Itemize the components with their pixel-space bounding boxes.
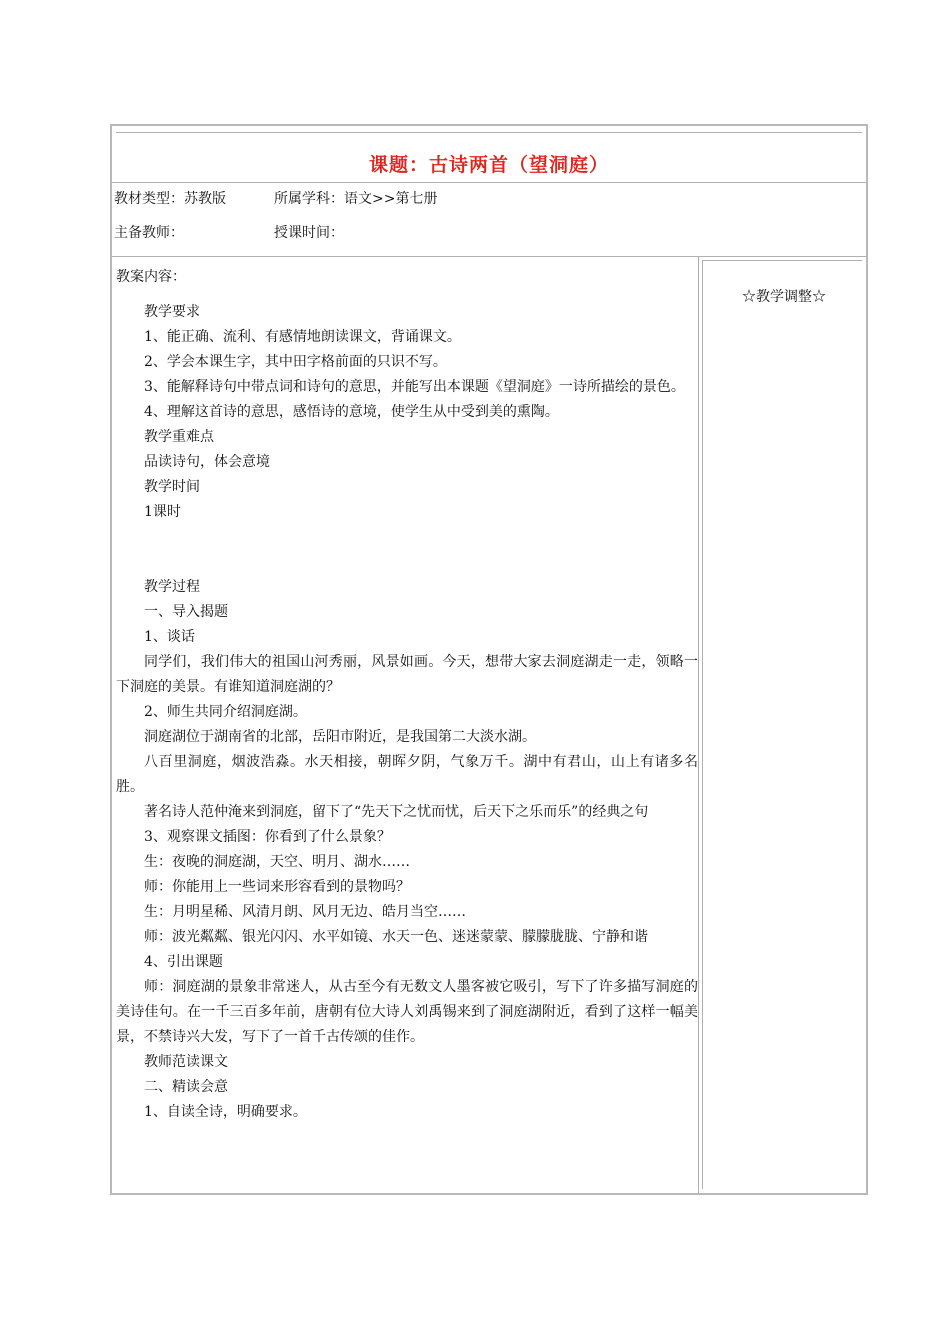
adjust-top-border [702, 260, 862, 261]
paragraph: 品读诗句，体会意境 [144, 454, 270, 470]
paragraph: 师：你能用上一些词来形容看到的景物吗？ [144, 879, 410, 895]
paragraph: 1课时 [144, 504, 181, 520]
paragraph: 教师范读课文 [144, 1054, 228, 1070]
paragraph: 4、理解这首诗的意思，感悟诗的意境，使学生从中受到美的熏陶。 [144, 404, 559, 420]
page-title: 课题：古诗两首（望洞庭） [368, 154, 609, 176]
paragraph: 二、精读会意 [144, 1079, 228, 1095]
lesson-body [116, 300, 698, 1125]
adjust-label: ☆教学调整☆ [742, 289, 826, 305]
paragraph: 同学们，我们伟大的祖国山河秀丽，风景如画。今天，想带大家去洞庭湖走一走，领略一下洞庭的美景。有谁知道洞庭湖的？ [116, 654, 698, 695]
teacher: 主备教师： [114, 225, 184, 241]
paragraph: 1、谈话 [144, 629, 195, 645]
title-divider [112, 182, 866, 183]
class-time: 授课时间： [274, 225, 344, 241]
paragraph: 2、学会本课生字，其中田字格前面的只识不写。 [144, 354, 447, 370]
paragraph: 1、能正确、流利、有感情地朗读课文，背诵课文。 [144, 329, 461, 345]
paragraph: 教学时间 [144, 479, 200, 495]
paragraph: 师：波光粼粼、银光闪闪、水平如镜、水天一色、迷迷蒙蒙、朦朦胧胧、宁静和谐 [144, 929, 648, 945]
paragraph: 一、导入揭题 [144, 604, 228, 620]
paragraph: 洞庭湖位于湖南省的北部，岳阳市附近，是我国第二大淡水湖。 [144, 729, 536, 745]
paragraph: 3、能解释诗句中带点词和诗句的意思，并能写出本课题《望洞庭》一诗所描绘的景色。 [144, 379, 685, 395]
paragraph: 4、引出课题 [144, 954, 223, 970]
meta-divider [112, 256, 866, 257]
paragraph: 3、观察课文插图：你看到了什么景象？ [144, 829, 391, 845]
paragraph: 著名诗人范仲淹来到洞庭，留下了“先天下之忧而忧，后天下之乐而乐”的经典之句 [144, 804, 649, 820]
subject: 所属学科：语文>>第七册 [274, 191, 438, 207]
top-inner-border [116, 132, 862, 133]
paragraph: 教学重难点 [144, 429, 214, 445]
paragraph: 教学过程 [144, 579, 200, 595]
content-label: 教案内容： [116, 269, 186, 285]
blank-gap [116, 525, 698, 575]
paragraph: 生：夜晚的洞庭湖，天空、明月、湖水…… [144, 854, 410, 870]
paragraph: 生：月明星稀、风清月朗、风月无边、皓月当空…… [144, 904, 466, 920]
textbook-type: 教材类型：苏教版 [114, 191, 226, 207]
paragraph: 教学要求 [144, 304, 200, 320]
paragraph: 2、师生共同介绍洞庭湖。 [144, 704, 307, 720]
paragraph: 师：洞庭湖的景象非常迷人，从古至今有无数文人墨客被它吸引，写下了许多描写洞庭的美诗佳句。在一千三百多年前，唐朝有位大诗人刘禹锡来到了洞庭湖附近，看到了这样一幅美景，不禁诗兴大发，写下了一首千古传颂的佳作。 [116, 979, 698, 1045]
lesson-plan-table [110, 124, 868, 1195]
column-divider-2 [702, 260, 703, 1189]
paragraph: 八百里洞庭，烟波浩淼。水天相接，朝晖夕阴，气象万千。湖中有君山，山上有诸多名胜。 [116, 754, 698, 795]
paragraph: 1、自读全诗，明确要求。 [144, 1104, 307, 1120]
column-divider-1 [698, 256, 699, 1193]
